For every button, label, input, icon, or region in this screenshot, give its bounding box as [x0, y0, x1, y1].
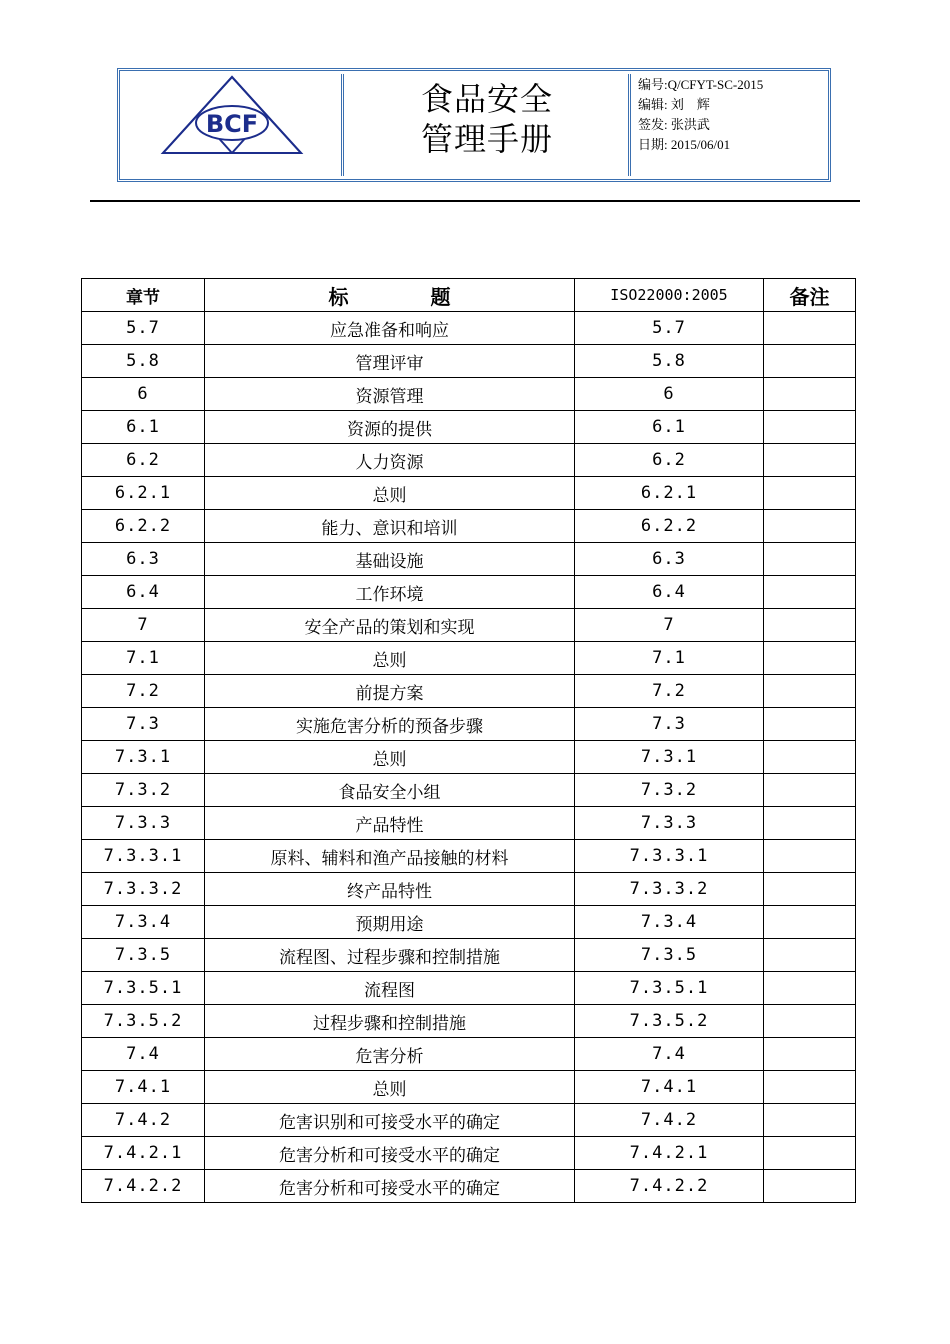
row-standard-ref: 7.4.2.1 [575, 1137, 764, 1170]
table-row [82, 972, 856, 1005]
row-section: 6.1 [82, 411, 205, 444]
row-title: 基础设施 [205, 543, 575, 576]
row-note [764, 345, 856, 378]
row-note [764, 312, 856, 345]
header-rule [90, 200, 860, 202]
row-standard-ref: 6.4 [575, 576, 764, 609]
row-title: 资源的提供 [205, 411, 575, 444]
header-standard: ISO22000:2005 [575, 279, 764, 312]
row-note [764, 741, 856, 774]
row-section: 7.3.3.1 [82, 840, 205, 873]
row-section: 6.3 [82, 543, 205, 576]
row-standard-ref: 5.8 [575, 345, 764, 378]
row-section: 7.4.2.1 [82, 1137, 205, 1170]
row-standard-ref: 7.4 [575, 1038, 764, 1071]
table-row [82, 477, 856, 510]
header-note: 备注 [764, 279, 856, 312]
row-standard-ref: 7.3.3 [575, 807, 764, 840]
row-section: 5.7 [82, 312, 205, 345]
row-note [764, 840, 856, 873]
row-standard-ref: 6.2 [575, 444, 764, 477]
table-row [82, 378, 856, 411]
row-standard-ref: 6 [575, 378, 764, 411]
row-title: 产品特性 [205, 807, 575, 840]
row-standard-ref: 7.3.3.1 [575, 840, 764, 873]
row-standard-ref: 7.2 [575, 675, 764, 708]
row-standard-ref: 7.3.4 [575, 906, 764, 939]
title-line-1: 食品安全 [420, 80, 553, 118]
row-note [764, 906, 856, 939]
header-section: 章节 [82, 279, 205, 312]
row-title: 食品安全小组 [205, 774, 575, 807]
row-title: 应急准备和响应 [205, 312, 575, 345]
table-row [82, 444, 856, 477]
row-note [764, 510, 856, 543]
table-row [82, 1170, 856, 1203]
row-section: 7.3 [82, 708, 205, 741]
row-section: 7.3.2 [82, 774, 205, 807]
row-note [764, 873, 856, 906]
manual-title [346, 79, 628, 159]
contents-table [81, 278, 856, 1203]
table-row [82, 411, 856, 444]
row-standard-ref: 7.4.2.2 [575, 1170, 764, 1203]
row-section: 7.3.1 [82, 741, 205, 774]
document-code: 编号:Q/CFYT-SC-2015 [638, 77, 764, 92]
row-title: 危害分析和可接受水平的确定 [205, 1170, 575, 1203]
row-section: 6.2.2 [82, 510, 205, 543]
header-divider [628, 74, 631, 176]
table-row [82, 675, 856, 708]
row-title: 流程图 [205, 972, 575, 1005]
document-date: 日期: 2015/06/01 [638, 137, 731, 152]
row-note [764, 609, 856, 642]
row-section: 7.3.5.2 [82, 1005, 205, 1038]
row-title: 流程图、过程步骤和控制措施 [205, 939, 575, 972]
row-title: 总则 [205, 477, 575, 510]
row-note [764, 675, 856, 708]
table-body [82, 312, 856, 1203]
row-title: 总则 [205, 642, 575, 675]
table-row [82, 510, 856, 543]
row-title: 危害分析 [205, 1038, 575, 1071]
row-title: 预期用途 [205, 906, 575, 939]
row-section: 7.3.3.2 [82, 873, 205, 906]
row-note [764, 1104, 856, 1137]
table-row [82, 1038, 856, 1071]
table-row [82, 1137, 856, 1170]
table-row [82, 1104, 856, 1137]
row-note [764, 708, 856, 741]
row-note [764, 939, 856, 972]
row-title: 工作环境 [205, 576, 575, 609]
row-section: 7.3.5.1 [82, 972, 205, 1005]
table-row [82, 774, 856, 807]
row-section: 7.1 [82, 642, 205, 675]
row-note [764, 477, 856, 510]
row-note [764, 1137, 856, 1170]
row-note [764, 642, 856, 675]
row-standard-ref: 6.2.2 [575, 510, 764, 543]
title-line-2: 管理手册 [420, 120, 553, 158]
row-standard-ref: 7.3.5.2 [575, 1005, 764, 1038]
row-section: 7 [82, 609, 205, 642]
table-row [82, 312, 856, 345]
row-section: 7.4 [82, 1038, 205, 1071]
document-approver: 签发: 张洪武 [638, 117, 710, 132]
row-standard-ref: 7.4.2 [575, 1104, 764, 1137]
bcf-logo [160, 73, 304, 157]
row-section: 7.3.5 [82, 939, 205, 972]
row-note [764, 444, 856, 477]
row-section: 7.4.1 [82, 1071, 205, 1104]
logo-text: BCF [205, 110, 259, 138]
row-note [764, 1038, 856, 1071]
row-standard-ref: 7 [575, 609, 764, 642]
row-standard-ref: 7.3 [575, 708, 764, 741]
row-title: 总则 [205, 741, 575, 774]
row-section: 7.3.3 [82, 807, 205, 840]
row-section: 6.2.1 [82, 477, 205, 510]
row-title: 能力、意识和培训 [205, 510, 575, 543]
row-note [764, 378, 856, 411]
row-title: 前提方案 [205, 675, 575, 708]
row-section: 6.2 [82, 444, 205, 477]
table-row [82, 741, 856, 774]
row-title: 总则 [205, 1071, 575, 1104]
row-title: 管理评审 [205, 345, 575, 378]
row-title: 人力资源 [205, 444, 575, 477]
bcf-logo-graphic [160, 73, 304, 157]
table-header-row [82, 279, 856, 312]
row-section: 7.4.2 [82, 1104, 205, 1137]
row-standard-ref: 7.3.3.2 [575, 873, 764, 906]
row-title: 资源管理 [205, 378, 575, 411]
table-row [82, 1071, 856, 1104]
row-title: 终产品特性 [205, 873, 575, 906]
row-note [764, 774, 856, 807]
row-section: 7.4.2.2 [82, 1170, 205, 1203]
row-section: 7.3.4 [82, 906, 205, 939]
row-standard-ref: 7.3.2 [575, 774, 764, 807]
row-note [764, 1071, 856, 1104]
table-row [82, 1005, 856, 1038]
table-row [82, 807, 856, 840]
row-title: 危害识别和可接受水平的确定 [205, 1104, 575, 1137]
row-standard-ref: 6.1 [575, 411, 764, 444]
row-note [764, 543, 856, 576]
table-row [82, 939, 856, 972]
table-row [82, 543, 856, 576]
row-standard-ref: 7.3.5 [575, 939, 764, 972]
row-title: 过程步骤和控制措施 [205, 1005, 575, 1038]
row-standard-ref: 7.3.5.1 [575, 972, 764, 1005]
document-editor: 编辑: 刘 辉 [638, 97, 710, 112]
row-note [764, 411, 856, 444]
header-divider [341, 74, 344, 176]
table-row [82, 576, 856, 609]
row-note [764, 972, 856, 1005]
table-row [82, 873, 856, 906]
row-title: 原料、辅料和渔产品接触的材料 [205, 840, 575, 873]
row-standard-ref: 6.3 [575, 543, 764, 576]
row-section: 7.2 [82, 675, 205, 708]
table-row [82, 609, 856, 642]
row-section: 5.8 [82, 345, 205, 378]
row-standard-ref: 6.2.1 [575, 477, 764, 510]
row-note [764, 1005, 856, 1038]
row-standard-ref: 7.3.1 [575, 741, 764, 774]
row-section: 6 [82, 378, 205, 411]
row-note [764, 807, 856, 840]
table-row [82, 642, 856, 675]
row-title: 实施危害分析的预备步骤 [205, 708, 575, 741]
table-row [82, 840, 856, 873]
row-section: 6.4 [82, 576, 205, 609]
document-header [117, 68, 831, 182]
document-meta [638, 75, 828, 155]
row-note [764, 576, 856, 609]
table-row [82, 906, 856, 939]
header-title: 标题 [205, 279, 575, 312]
row-note [764, 1170, 856, 1203]
row-standard-ref: 5.7 [575, 312, 764, 345]
table-row [82, 708, 856, 741]
table-row [82, 345, 856, 378]
row-title: 安全产品的策划和实现 [205, 609, 575, 642]
row-title: 危害分析和可接受水平的确定 [205, 1137, 575, 1170]
row-standard-ref: 7.1 [575, 642, 764, 675]
row-standard-ref: 7.4.1 [575, 1071, 764, 1104]
